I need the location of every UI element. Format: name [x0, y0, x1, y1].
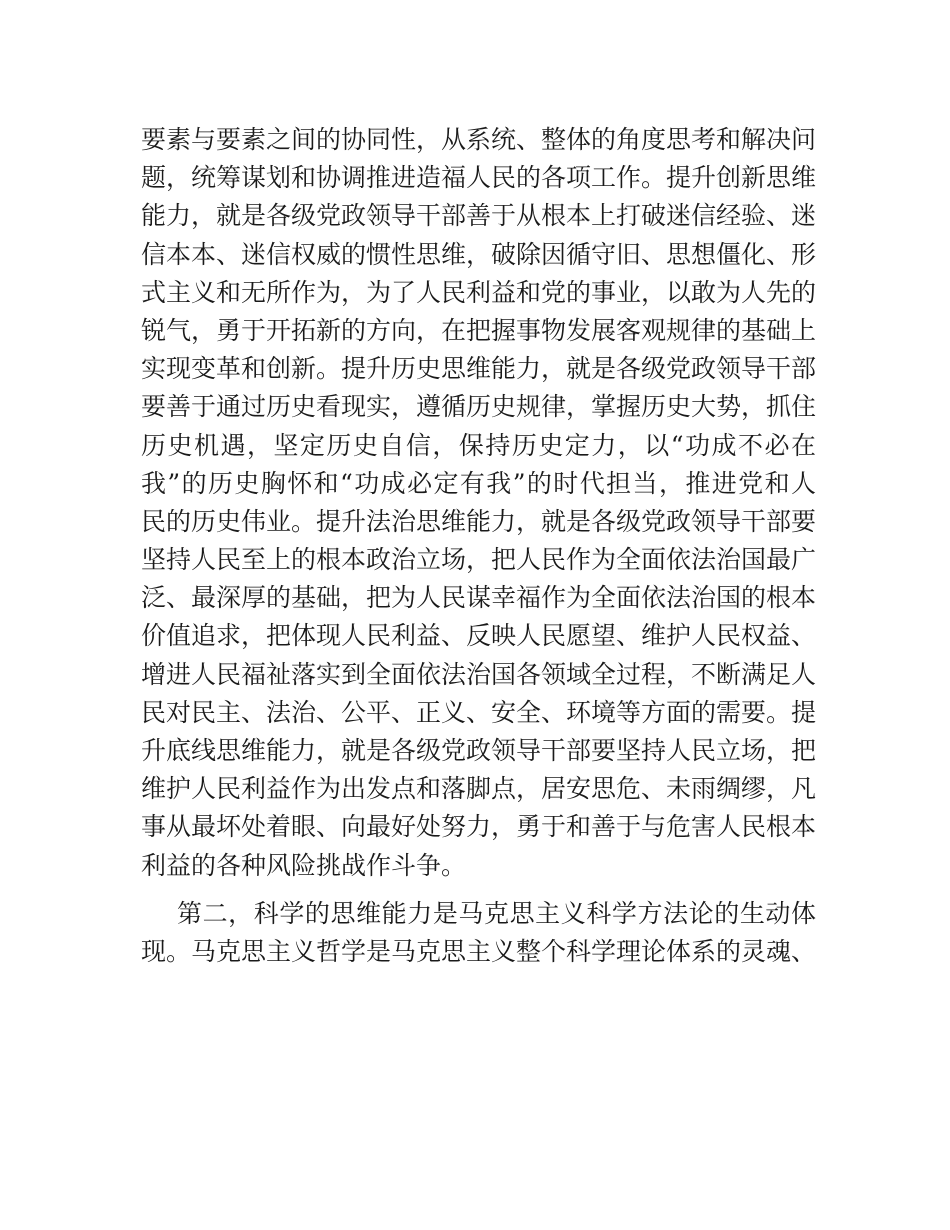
- text-line: 升底线思维能力，就是各级党政领导干部要坚持人民立场，把: [141, 736, 817, 765]
- text-line: 价值追求，把体现人民利益、反映人民愿望、维护人民权益、: [141, 621, 817, 651]
- body-text: [141, 121, 816, 971]
- text-line: 利益的各种风险挑战作斗争。: [141, 850, 467, 880]
- text-line: 维护人民利益作为出发点和落脚点，居安思危、未雨绸缪，凡: [141, 774, 817, 804]
- text-line: 能力，就是各级党政领导干部善于从根本上打破迷信经验、迷: [141, 201, 817, 231]
- text-line: 增进人民福祉落实到全面依法治国各领域全过程，不断满足人: [141, 659, 817, 689]
- paragraph-2: [141, 895, 816, 971]
- text-line: 泛、最深厚的基础，把为人民谋幸福作为全面依法治国的根本: [141, 583, 817, 613]
- text-line: 民的历史伟业。提升法治思维能力，就是各级党政领导干部要: [141, 506, 817, 536]
- text-line: 坚持人民至上的根本政治立场，把人民作为全面依法治国最广: [141, 545, 817, 575]
- text-line: 事从最坏处着眼、向最好处努力，勇于和善于与危害人民根本: [141, 812, 817, 842]
- text-line: 要素与要素之间的协同性，从系统、整体的角度思考和解决问: [141, 125, 817, 154]
- text-line: 现。马克思主义哲学是马克思主义整个科学理论体系的灵魂、: [141, 936, 817, 966]
- text-line: 式主义和无所作为，为了人民利益和党的事业，以敢为人先的: [141, 277, 817, 307]
- text-line: 民对民主、法治、公平、正义、安全、环境等方面的需要。提: [141, 697, 817, 727]
- paragraph-1: [141, 121, 816, 885]
- text-line: 我”的历史胸怀和“功成必定有我”的时代担当，推进党和人: [141, 468, 816, 498]
- text-line: 信本本、迷信权威的惯性思维，破除因循守旧、思想僵化、形: [141, 239, 817, 269]
- text-line: 第二，科学的思维能力是马克思主义科学方法论的生动体: [177, 898, 816, 928]
- text-line: 锐气，勇于开拓新的方向，在把握事物发展客观规律的基础上: [141, 315, 817, 345]
- text-line: 题，统筹谋划和协调推进造福人民的各项工作。提升创新思维: [141, 163, 817, 193]
- text-line: 实现变革和创新。提升历史思维能力，就是各级党政领导干部: [141, 354, 817, 384]
- text-line: 历史机遇，坚定历史自信，保持历史定力，以“功成不必在: [141, 430, 816, 460]
- text-line: 要善于通过历史看现实，遵循历史规律，掌握历史大势，抓住: [141, 392, 817, 422]
- paragraph-spacer: [141, 885, 816, 895]
